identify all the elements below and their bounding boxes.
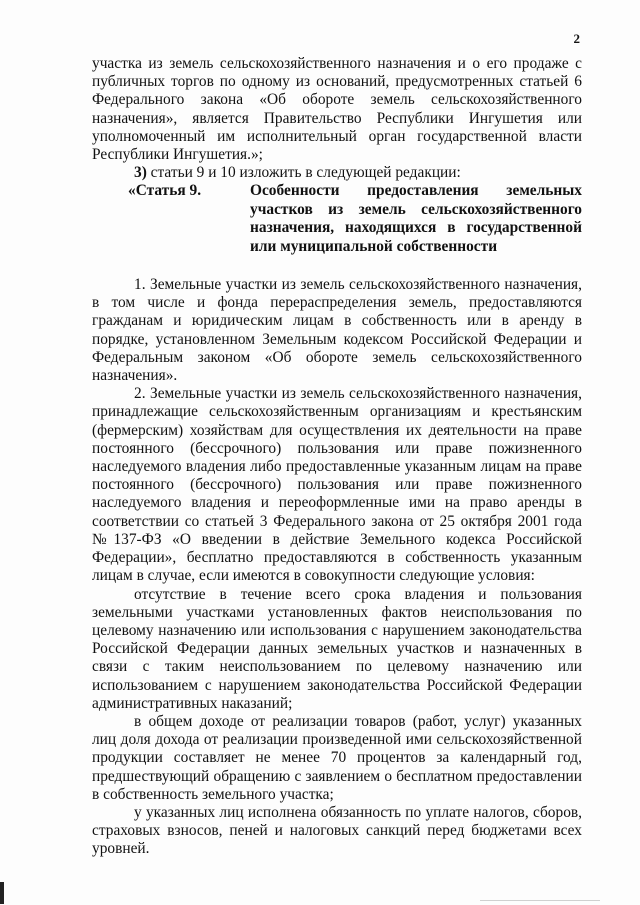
- article-title: Особенности предоставления земельных участков из земель сельскохозяйственного назначения, находящихся в государственной или муниципальной собственности: [250, 182, 582, 255]
- page-number: 2: [573, 31, 580, 46]
- article-heading: [128, 182, 582, 256]
- item-3: [92, 164, 582, 182]
- spacer: [92, 256, 582, 276]
- scan-edge-mark: [0, 882, 4, 904]
- document-body: [92, 55, 582, 859]
- item-3-number: 3): [134, 164, 147, 182]
- condition-2: в общем доходе от реализации товаров (работ, услуг) указанных лиц доля дохода от реализации произведенной ими сельскохозяйственной продукции составляет не менее 70 процентов за календарный год, предшествующий обращению с заявлением о бесплатном предоставлении в собственность земельного участка;: [92, 712, 582, 803]
- article-number: «Статья 9.: [128, 182, 202, 200]
- intro-paragraph: участка из земель сельскохозяйственного назначения и о его продаже с публичных торгов по одному из оснований, предусмотренных статьей 6 Федерального закона «Об обороте земель сельскохозяйственного назначения», является Правительство Республики Ингушетия или уполномоченный им исполнительный орган государственной власти Республики Ингушетия.»;: [92, 55, 582, 164]
- scan-bottom-line: [480, 900, 600, 901]
- paragraph-2: 2. Земельные участки из земель сельскохозяйственного назначения, принадлежащие сельскохозяйственным организациям и крестьянским (фермерским) хозяйствам для осуществления их деятельности на праве постоянного (бессрочного) пользования или праве пожизненного наследуемого владения либо предоставленные указанным лицам на праве постоянного (бессрочного) пользования или праве пожизненного наследуемого владения и переоформленные ими на право аренды в соответствии со статьей 3 Федерального закона от 25 октября 2001 года №137-ФЗ «О введении в действие Земельного кодекса Российской Федерации», бесплатно предоставляются в собственность указанным лицам в случае, если имеются в совокупности следующие условия:: [92, 385, 582, 585]
- condition-3: у указанных лиц исполнена обязанность по уплате налогов, сборов, страховых взносов, пеней и налоговых санкций перед бюджетами всех уровней.: [92, 803, 582, 858]
- paragraph-1: 1. Земельные участки из земель сельскохозяйственного назначения, в том числе и фонда перераспределения земель, предоставляются гражданам и юридическим лицам в собственность или в аренду в порядке, установленном Земельным кодексом Российской Федерации и Федеральным законом «Об обороте земель сельскохозяйственного назначения».: [92, 276, 582, 385]
- condition-1: отсутствие в течение всего срока владения и пользования земельными участками установленных фактов неиспользования по целевому назначению или использования с нарушением законодательства Российской Федерации данных земельных участков и назначенных в связи с таким неиспользованием по целевому назначению или использованием с нарушением законодательства Российской Федерации административных наказаний;: [92, 585, 582, 712]
- item-3-text: статьи 9 и 10 изложить в следующей редакции:: [146, 164, 461, 182]
